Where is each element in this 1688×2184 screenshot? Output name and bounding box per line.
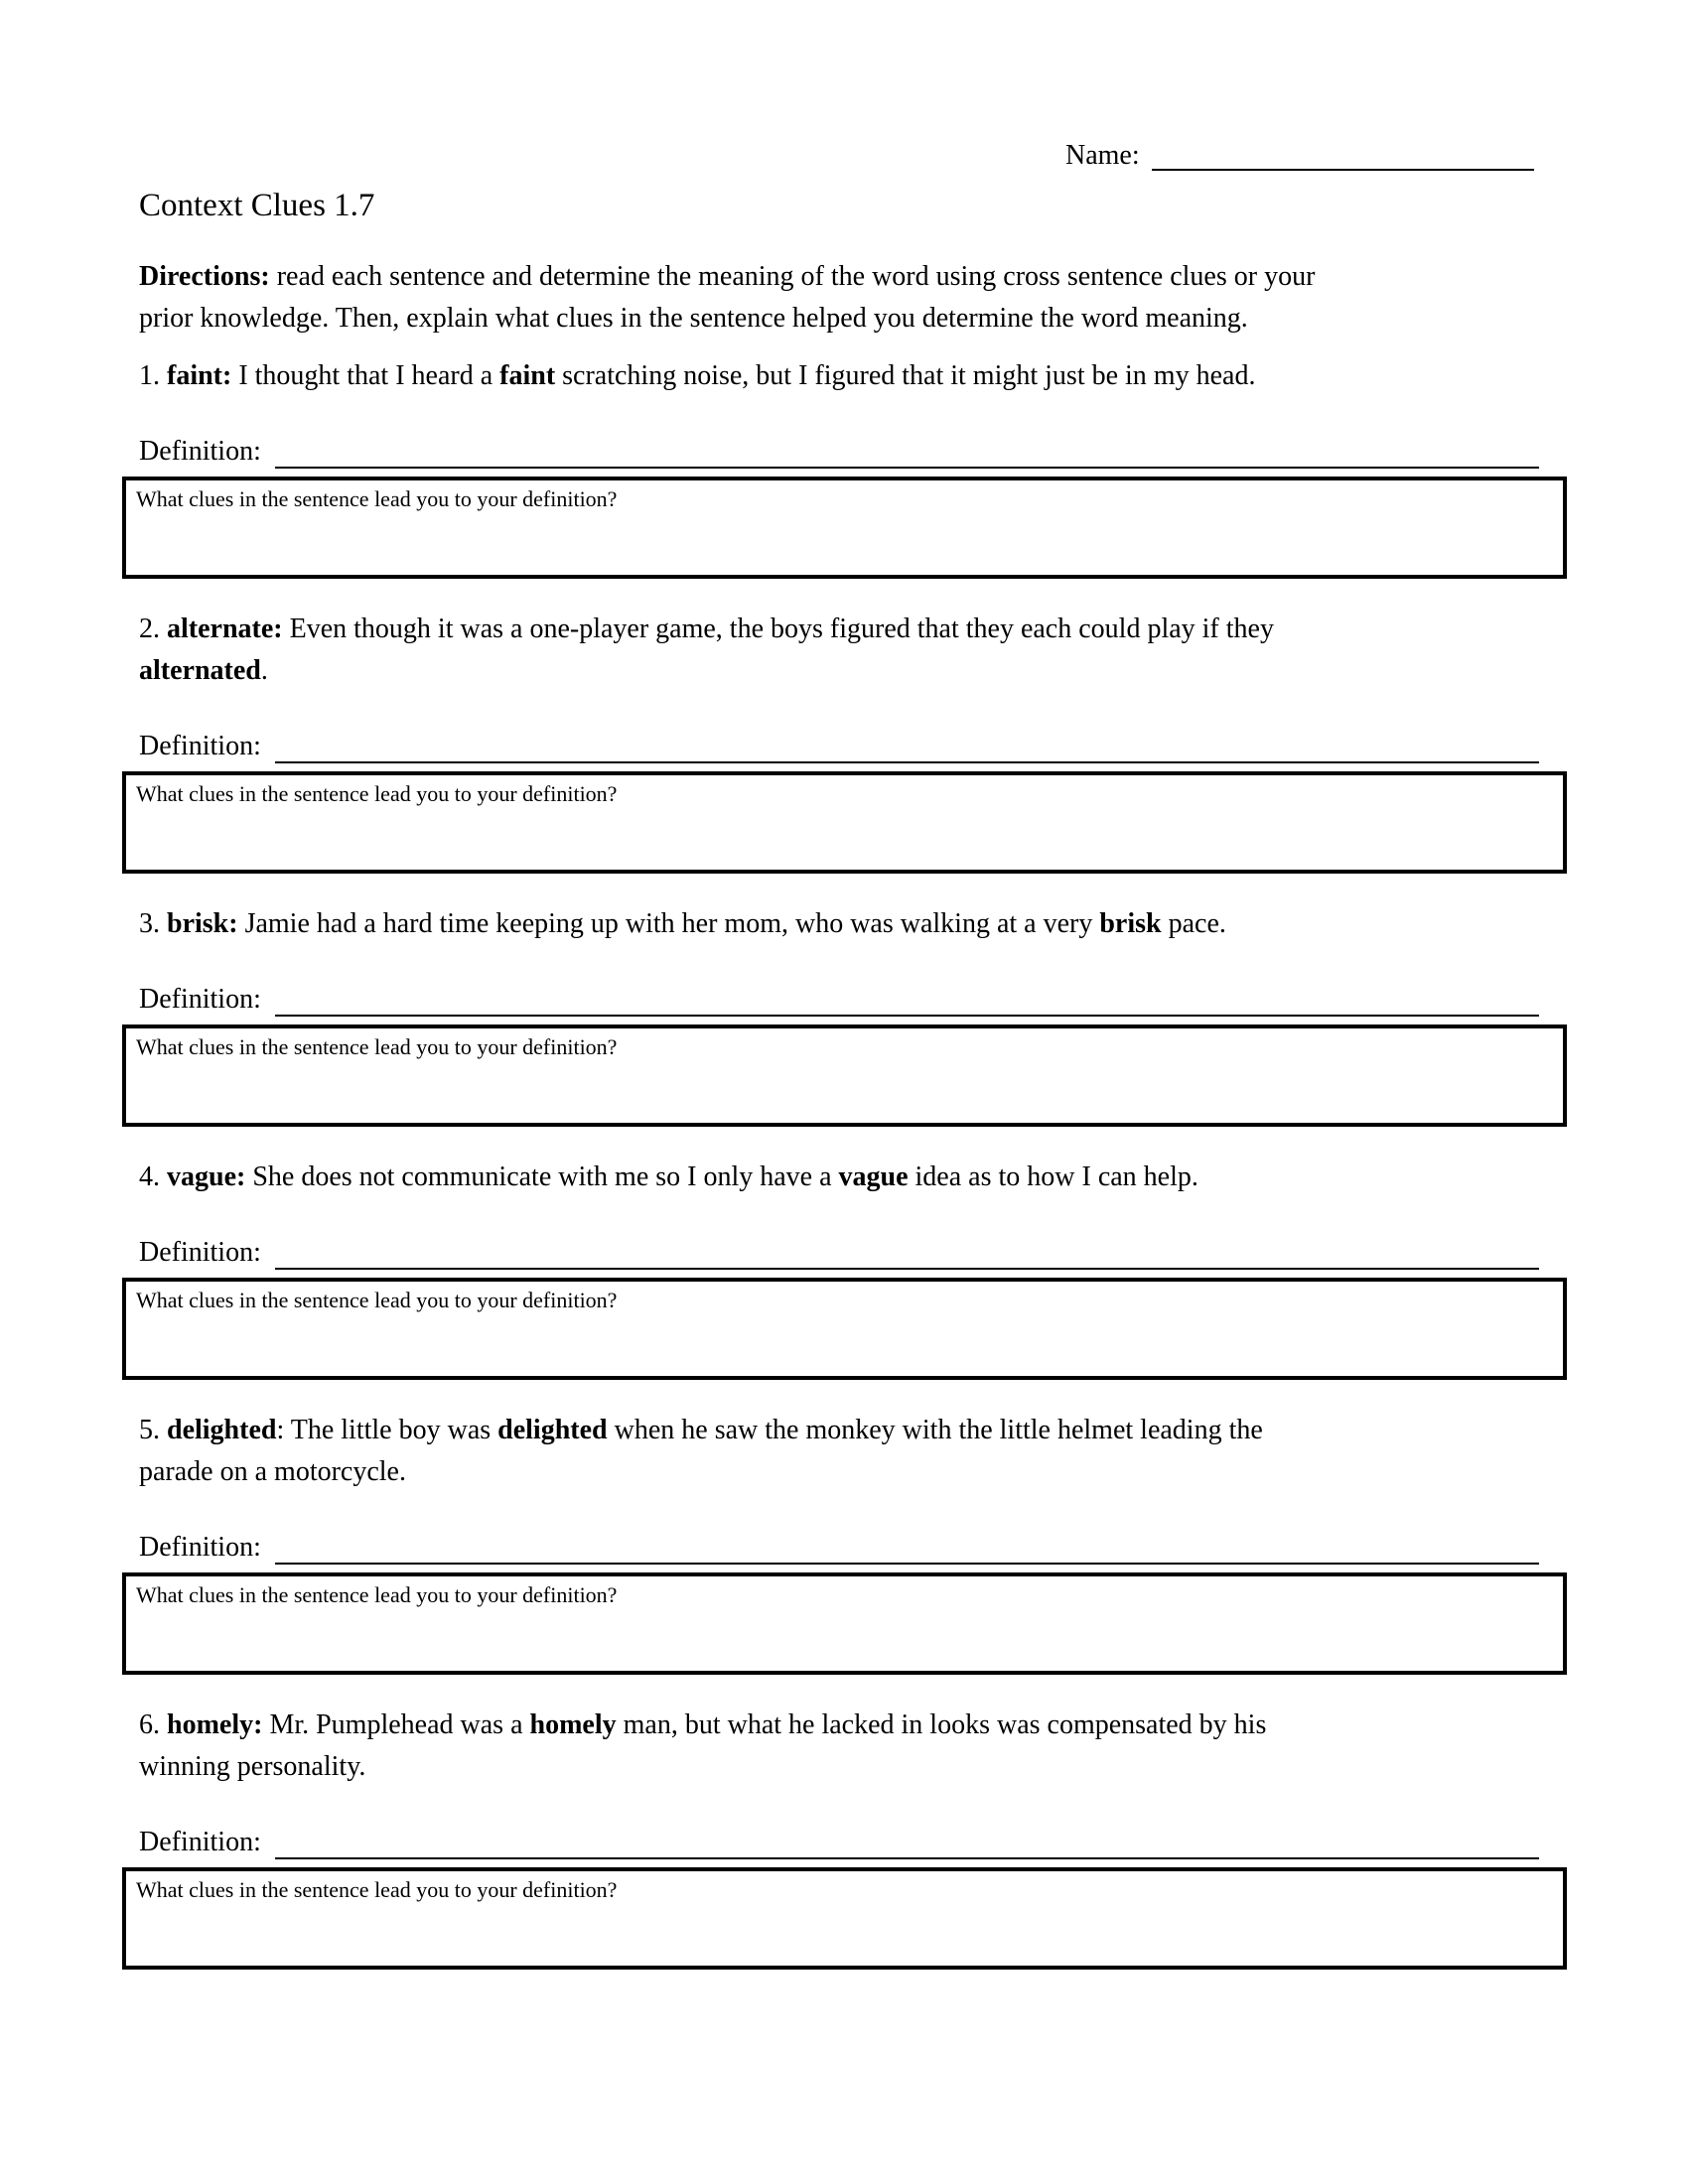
clue-box-prompt: What clues in the sentence lead you to your definition? (136, 781, 618, 806)
definition-label: Definition: (139, 1532, 261, 1563)
definition-row (139, 979, 1567, 1021)
worksheet-item (122, 1157, 1567, 1380)
definition-label: Definition: (139, 984, 261, 1015)
clue-box[interactable] (122, 1572, 1567, 1675)
directions-text: Directions: read each sentence and determine the meaning of the word using cross sentence clues or your prior knowledge. Then, explain what clues in the sentence helped you determine the word meaning. (139, 261, 1316, 334)
item-sentence: 2. alternate: Even though it was a one-player game, the boys figured that they each could play if they alternated. (139, 614, 1274, 686)
definition-input-line[interactable] (275, 1563, 1539, 1565)
item-sentence: 6. homely: Mr. Pumplehead was a homely man, but what he lacked in looks was compensated by his winning personality. (139, 1709, 1267, 1782)
clue-box[interactable] (122, 1278, 1567, 1380)
items-list (122, 355, 1567, 1970)
definition-input-line[interactable] (275, 1268, 1539, 1270)
worksheet-item (122, 903, 1567, 1127)
item-sentence: 1. faint: I thought that I heard a faint scratching noise, but I figured that it might just be in my head. (139, 360, 1256, 391)
definition-input-line[interactable] (275, 467, 1539, 469)
item-sentence: 4. vague: She does not communicate with me so I only have a vague idea as to how I can help. (139, 1161, 1198, 1192)
definition-input-line[interactable] (275, 761, 1539, 763)
worksheet-item (122, 1705, 1567, 1970)
clue-box[interactable] (122, 1867, 1567, 1970)
worksheet-item (122, 1410, 1567, 1675)
name-label: Name: (1065, 140, 1140, 171)
clue-box[interactable] (122, 1024, 1567, 1127)
name-row (1065, 135, 1567, 177)
definition-label: Definition: (139, 1827, 261, 1857)
item-sentence: 5. delighted: The little boy was delighted when he saw the monkey with the little helmet leading the parade on a motorcycle. (139, 1415, 1263, 1487)
definition-row (139, 726, 1567, 767)
worksheet-item (122, 355, 1567, 579)
definition-row (139, 431, 1567, 473)
worksheet-item (122, 609, 1567, 874)
definition-row (139, 1527, 1567, 1569)
clue-box-prompt: What clues in the sentence lead you to your definition? (136, 1034, 618, 1059)
clue-box[interactable] (122, 771, 1567, 874)
clue-box[interactable] (122, 477, 1567, 579)
definition-row (139, 1822, 1567, 1863)
clue-box-prompt: What clues in the sentence lead you to your definition? (136, 486, 618, 511)
name-input-line[interactable] (1152, 169, 1534, 171)
definition-label: Definition: (139, 1237, 261, 1268)
definition-input-line[interactable] (275, 1015, 1539, 1017)
clue-box-prompt: What clues in the sentence lead you to your definition? (136, 1288, 618, 1312)
definition-label: Definition: (139, 731, 261, 761)
definition-row (139, 1232, 1567, 1274)
definition-input-line[interactable] (275, 1857, 1539, 1859)
item-sentence: 3. brisk: Jamie had a hard time keeping up with her mom, who was walking at a very brisk pace. (139, 908, 1226, 939)
definition-label: Definition: (139, 436, 261, 467)
clue-box-prompt: What clues in the sentence lead you to your definition? (136, 1582, 618, 1607)
page-title: Context Clues 1.7 (139, 188, 375, 223)
clue-box-prompt: What clues in the sentence lead you to your definition? (136, 1877, 618, 1902)
